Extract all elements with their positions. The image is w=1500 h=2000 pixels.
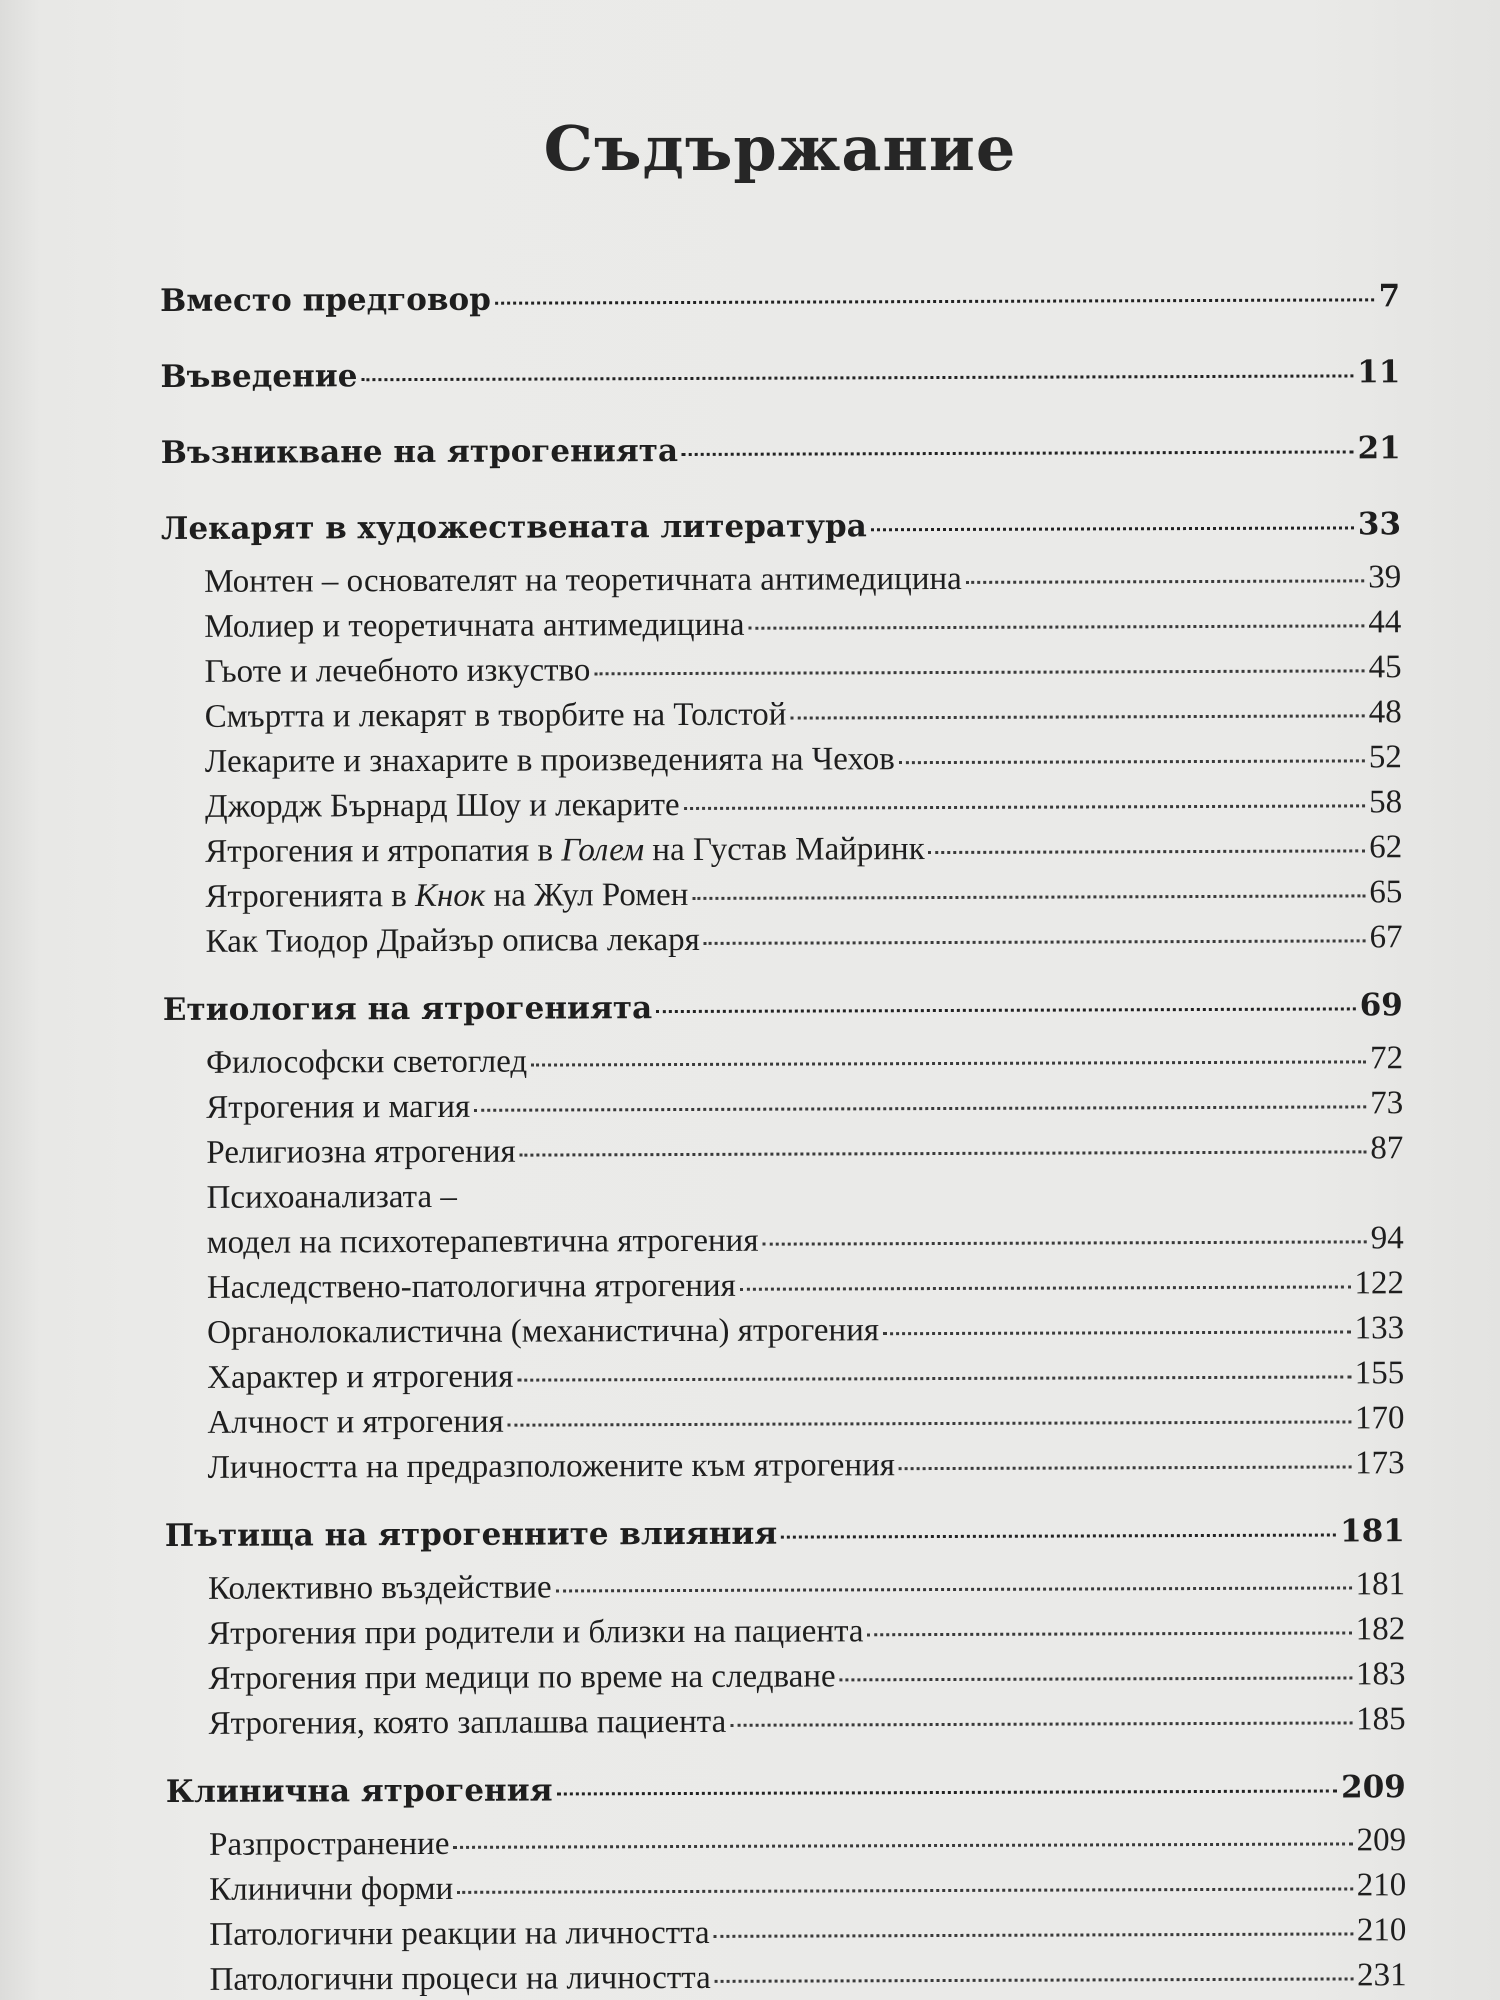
toc-chapter-entry[interactable]: [163, 974, 1403, 1041]
work-title-italic: Кнок: [414, 877, 486, 915]
dot-leader: [899, 759, 1365, 764]
dot-leader: [656, 1007, 1356, 1013]
subentry-title: Ятрогения при медици по време на следване: [208, 1658, 836, 1697]
toc-subentry[interactable]: [163, 1036, 1403, 1086]
page-number: 181: [1340, 1513, 1405, 1550]
dot-leader: [531, 1060, 1366, 1066]
dot-leader: [453, 1842, 1352, 1848]
subentry-title: Клинични форми: [209, 1870, 454, 1908]
toc-subentry[interactable]: [161, 645, 1401, 695]
work-title-italic: Голем: [561, 832, 645, 869]
subentry-title: Гьоте и лечебното изкуство: [204, 652, 591, 690]
dot-leader: [899, 1465, 1351, 1470]
toc-subentry[interactable]: [161, 555, 1401, 605]
dot-leader: [840, 1676, 1352, 1681]
dot-leader: [594, 669, 1364, 675]
page-title: Съдържание: [543, 112, 1017, 185]
page-number: 181: [1355, 1566, 1406, 1603]
subentry-title: Ятрогения при родители и близки на пациента: [208, 1613, 864, 1652]
subentry-title: Характер и ятрогения: [207, 1358, 514, 1396]
subentry-title: Разпространение: [208, 1825, 450, 1863]
page-number: 21: [1357, 430, 1401, 467]
toc-subentry[interactable]: [166, 1818, 1406, 1868]
toc-section: [165, 1500, 1406, 1747]
subentry-title: Монтен – основателят на теоретичната антимедицина: [204, 560, 962, 600]
dot-leader: [730, 1721, 1352, 1726]
toc-section: [163, 974, 1405, 1491]
page-number: 210: [1356, 1912, 1407, 1949]
chapter-title: Клинична ятрогения: [165, 1772, 553, 1810]
page-number: 210: [1356, 1867, 1407, 1904]
page-number: 94: [1370, 1220, 1404, 1257]
dot-leader: [715, 1977, 1353, 1982]
subentry-title-prefix: Ятрогенията в: [205, 878, 416, 915]
toc-subentry[interactable]: [162, 870, 1402, 920]
dot-leader: [361, 374, 1353, 381]
toc-section: [166, 1756, 1407, 2000]
toc-subentry[interactable]: [163, 1081, 1403, 1131]
subentry-title: Патологични реакции на личността: [209, 1914, 710, 1953]
dot-leader: [790, 714, 1364, 719]
subentry-title-suffix: на Жул Ромен: [485, 876, 689, 914]
subentry-title-prefix: Ятрогения и ятропатия в: [205, 832, 562, 870]
page-number: 44: [1368, 604, 1402, 641]
toc-subentry[interactable]: [166, 1908, 1406, 1958]
page-number: 155: [1354, 1355, 1405, 1392]
subentry-title: Личността на предразположените към ятрогения: [207, 1447, 895, 1486]
page-number: 48: [1368, 694, 1402, 731]
page-number: 185: [1356, 1701, 1406, 1738]
subentry-title: [205, 827, 925, 875]
subentry-title: Ятрогения и магия: [206, 1088, 471, 1126]
page-number: 7: [1378, 278, 1401, 315]
toc-subentry[interactable]: [164, 1306, 1404, 1356]
dot-leader: [883, 1330, 1351, 1335]
toc-chapter-entry[interactable]: [161, 417, 1401, 484]
dot-leader: [966, 579, 1364, 584]
subentry-title: Наследствено-патологична ятрогения: [206, 1267, 736, 1306]
toc-subentry[interactable]: [165, 1697, 1405, 1747]
toc-section: [160, 265, 1400, 332]
subentry-title: [205, 873, 688, 920]
page-number: 67: [1369, 919, 1403, 956]
subentry-title: Философски светоглед: [205, 1043, 528, 1081]
page-number: 62: [1369, 829, 1403, 866]
toc-subentry[interactable]: [164, 1351, 1404, 1401]
page-number: 183: [1355, 1656, 1406, 1693]
subentry-title: Ятрогения, която заплашва пациента: [208, 1703, 727, 1742]
page-number: 122: [1354, 1265, 1404, 1302]
page-number: 58: [1368, 784, 1403, 821]
dot-leader: [704, 939, 1366, 945]
subentry-title: Патологични процеси на личността: [209, 1959, 711, 1998]
page-number: 170: [1354, 1400, 1405, 1437]
page-number: 45: [1368, 649, 1402, 686]
dot-leader: [517, 1375, 1350, 1381]
dot-leader: [749, 624, 1365, 629]
toc-subentry[interactable]: [163, 1126, 1403, 1176]
chapter-title: Въведение: [160, 358, 358, 395]
page-number: 173: [1355, 1445, 1405, 1482]
dot-leader: [508, 1420, 1351, 1426]
chapter-title: Възникване на ятрогенията: [160, 433, 679, 471]
toc-chapter-entry[interactable]: [165, 1500, 1405, 1567]
subentry-title-suffix: на Густав Майринк: [644, 831, 925, 869]
page-number: 69: [1359, 987, 1403, 1024]
toc-chapter-entry[interactable]: [161, 493, 1401, 560]
toc-subentry[interactable]: [165, 1562, 1405, 1612]
toc-subentry[interactable]: [165, 1441, 1405, 1491]
dot-leader: [457, 1887, 1352, 1893]
toc-subentry[interactable]: [162, 690, 1402, 740]
page-number: 231: [1356, 1957, 1407, 1994]
page-number: 87: [1370, 1130, 1404, 1167]
chapter-title: Лекарят в художествената литература: [160, 508, 867, 547]
toc-subentry[interactable]: [165, 1607, 1405, 1657]
subentry-title: Джордж Бърнард Шоу и лекарите: [204, 787, 680, 825]
toc-subentry[interactable]: [164, 1261, 1404, 1311]
toc-subentry[interactable]: [161, 600, 1401, 650]
dot-leader: [684, 804, 1365, 810]
toc-chapter-entry[interactable]: [160, 341, 1400, 408]
page-number: 52: [1368, 739, 1402, 776]
subentry-title: Молиер и теоретичната антимедицина: [204, 606, 745, 645]
dot-leader: [520, 1150, 1367, 1156]
page-number: 39: [1368, 559, 1402, 596]
toc-subentry[interactable]: [162, 735, 1402, 785]
page-number: 11: [1357, 354, 1401, 391]
dot-leader: [557, 1789, 1338, 1795]
toc-section: [161, 417, 1401, 484]
subentry-title: Религиозна ятрогения: [206, 1133, 516, 1171]
toc-subentry[interactable]: [162, 915, 1402, 965]
chapter-title: Пътища на ятрогенните влияния: [164, 1515, 778, 1554]
dot-leader: [495, 298, 1375, 304]
page-number: 73: [1370, 1085, 1404, 1122]
dot-leader: [556, 1586, 1352, 1592]
page-number: 209: [1356, 1822, 1407, 1859]
subentry-title: Алчност и ятрогения: [207, 1403, 504, 1441]
dot-leader: [474, 1105, 1366, 1111]
subentry-title-line: Психоанализата –: [206, 1178, 457, 1216]
dot-leader: [740, 1285, 1351, 1290]
dot-leader: [868, 1631, 1352, 1636]
toc-chapter-entry[interactable]: [160, 265, 1400, 332]
toc-subentry[interactable]: [162, 780, 1402, 830]
page-number: 182: [1355, 1611, 1406, 1648]
dot-leader: [692, 894, 1365, 900]
subentry-title: Смъртта и лекарят в творбите на Толстой: [204, 696, 787, 735]
dot-leader: [763, 1240, 1367, 1245]
dot-leader: [714, 1932, 1353, 1937]
subentry-title: модел на психотерапевтична ятрогения: [206, 1222, 759, 1261]
page-number: 33: [1357, 506, 1402, 543]
page-number: 209: [1341, 1769, 1406, 1806]
dot-leader: [871, 526, 1354, 531]
toc-subentry[interactable]: [166, 1953, 1406, 2000]
dot-leader: [929, 849, 1366, 854]
page-number: 65: [1369, 874, 1403, 911]
subentry-title: Как Тиодор Драйзър описва лекаря: [205, 921, 700, 960]
subentry-title: Органолокалистична (механистична) ятрогения: [207, 1312, 880, 1351]
dot-leader: [781, 1533, 1336, 1538]
page-number: 72: [1369, 1040, 1404, 1077]
table-of-contents: [160, 265, 1407, 2000]
toc-subentry[interactable]: [166, 1863, 1406, 1913]
chapter-title: Етиология на ятрогенията: [162, 990, 653, 1028]
toc-chapter-entry[interactable]: [166, 1756, 1406, 1823]
dot-leader: [682, 450, 1354, 456]
subentry-title: Лекарите и знахарите в произведенията на Чехов: [204, 741, 895, 780]
toc-subentry[interactable]: [162, 825, 1402, 875]
toc-section: [161, 493, 1403, 965]
toc-subentry[interactable]: [164, 1396, 1404, 1446]
chapter-title: Вместо предговор: [160, 281, 491, 319]
toc-subentry[interactable]: [164, 1216, 1404, 1266]
toc-subentry[interactable]: [165, 1652, 1405, 1702]
toc-section: [160, 341, 1400, 408]
subentry-title: Колективно въздействие: [207, 1569, 552, 1607]
page-number: 133: [1354, 1310, 1405, 1347]
